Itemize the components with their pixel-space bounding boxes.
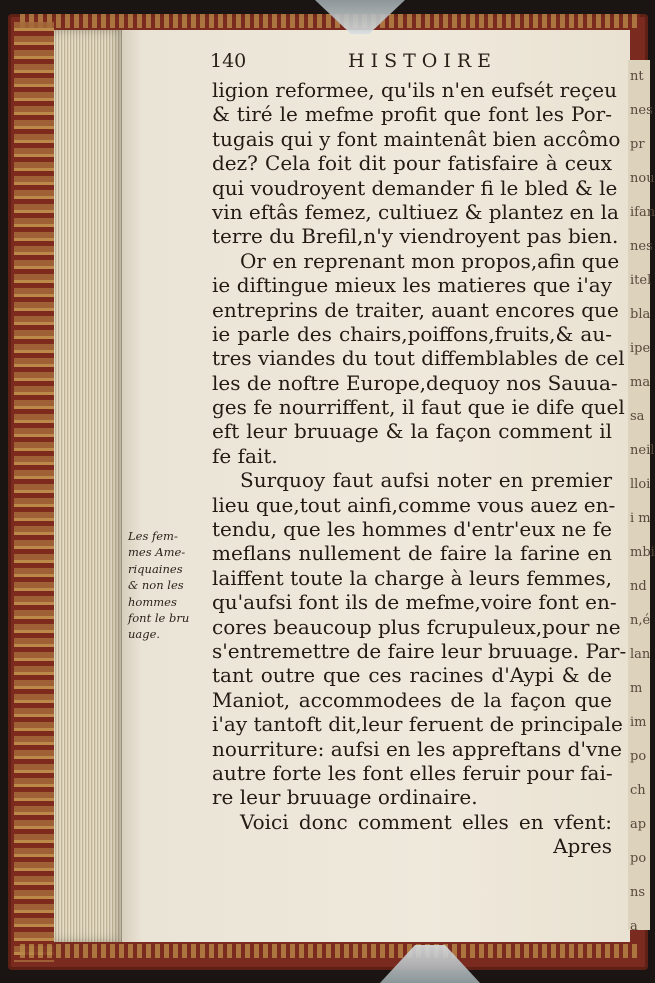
text-line: ges fe nourriffent, il faut que ie dife quel [212,395,625,420]
adjacent-page-fragment: ifan [630,205,655,220]
margin-note-line: uage. [128,627,161,642]
adjacent-page-fragment: po [630,851,647,866]
adjacent-page-fragment: lan [630,647,651,662]
page-number: 140 [210,50,247,72]
adjacent-page-fragment: nou [630,171,655,186]
text-line: Voici donc comment elles en vfent: [240,809,612,834]
adjacent-page-strip [628,60,655,934]
text-line: les de noftre Europe,dequoy nos Sauua- [212,370,618,395]
margin-note-line: riquaines [128,561,183,576]
text-line: laiffent toute la charge à leurs femmes, [212,565,612,590]
text-line: ligion reformee, qu'ils n'en eufsét reçeu [212,78,617,102]
adjacent-page-fragment: ns [630,885,646,900]
text-line: qu'aufsi font ils de mefme,voire font en- [212,590,617,615]
text-line: s'entremettre de faire leur bruuage. Par- [212,638,627,663]
adjacent-page-fragment: ap [630,817,647,832]
adjacent-page-fragment: po [630,749,647,764]
adjacent-page-fragment: ipe [630,341,651,356]
margin-note-line: mes Ame- [128,545,186,560]
text-line: & tiré le mefme profit que font les Por- [212,102,612,127]
text-line: cores beaucoup plus fcrupuleux,pour ne [212,614,621,639]
text-line: Maniot, accommodees de la façon que [212,687,612,712]
adjacent-page-fragment: pr [630,137,645,152]
adjacent-page-fragment: nd [630,579,647,594]
text-line: qui voudroyent demander fi le bled & le [212,175,618,200]
text-line: ie diftingue mieux les matieres que i'ay [212,273,612,298]
adjacent-page-fragment: itel [630,273,652,288]
adjacent-page-fragment: ma [630,375,651,390]
text-line: tant outre que ces racines d'Aypi & de [212,663,612,688]
adjacent-page-fragment: sa [630,409,645,424]
adjacent-page-fragment: n,é [630,613,651,628]
text-line: tres viandes du tout diffemblables de cel [212,346,625,371]
adjacent-page-fragment: a [630,919,638,934]
adjacent-page-fragment: mbi [630,545,655,560]
text-line: entreprins de traiter, auant encores que [212,297,619,322]
text-line: ie parle des chairs,poiffons,fruits,& au- [212,321,612,346]
text-line: tugais qui y font maintenât bien accômo [212,126,621,151]
gilt-border-bottom [20,944,640,958]
adjacent-page-fragment: m [630,681,643,696]
adjacent-page-fragment: lloi [630,477,651,492]
adjacent-page-fragment: bla [630,307,651,322]
text-line: re leur bruuage ordinaire. [212,785,478,810]
text-line: eft leur bruuage & la façon comment il [212,419,612,444]
adjacent-page-fragment: nt [630,69,644,84]
adjacent-page-fragment: neil [630,443,655,458]
gilt-border-top [20,14,640,28]
adjacent-page-fragment: nes [630,103,653,118]
adjacent-page-fragment: im [630,715,647,730]
adjacent-page-fragment: i m [630,511,651,526]
text-line: i'ay tantoft dit,leur feruent de principale [212,712,623,737]
margin-note-line: & non les [128,578,184,593]
page-header [210,50,630,80]
text-line: fe fait. [212,443,278,468]
page-edges [54,30,124,942]
text-line: lieu que,tout ainfi,comme vous auez en- [212,492,616,517]
margin-note-line: hommes [128,594,177,609]
text-line: tendu, que les hommes d'entr'eux ne fe [212,517,612,542]
text-line: Apres [553,834,612,859]
adjacent-page-fragment: ch [630,783,646,798]
margin-note [128,528,212,643]
text-line: terre du Brefil,n'y viendroyent pas bien. [212,224,619,249]
text-line: dez? Cela foit dit pour fatisfaire à ceux [212,151,612,176]
adjacent-page-fragment: nes [630,239,653,254]
gilt-border-left [14,22,54,962]
text-line: autre forte les font elles feruir pour fai- [212,760,613,785]
margin-note-line: font le bru [128,611,190,626]
text-line: meflans nullement de faire la farine en [212,541,612,566]
body-text [212,78,627,859]
text-line: Or en reprenant mon propos,afin que [240,248,620,273]
text-line: nourriture: aufsi en les appreftans d'vne [212,736,622,761]
text-line: vin eftâs femez, cultiuez & plantez en la [212,199,619,224]
text-line: Surquoy faut aufsi noter en premier [240,468,612,493]
running-title: HISTOIRE [348,50,498,72]
margin-note-line: Les fem- [128,529,178,543]
